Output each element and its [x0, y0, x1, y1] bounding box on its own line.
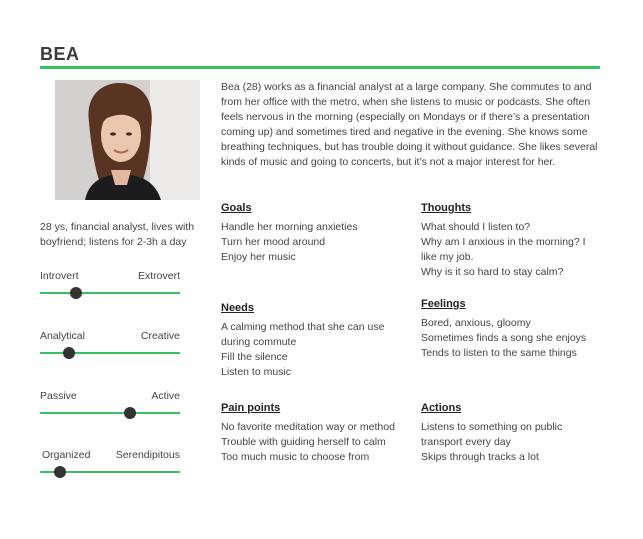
list-item: Handle her morning anxieties [221, 221, 358, 233]
list-item: Enjoy her music [221, 251, 296, 263]
slider-knob [54, 466, 66, 478]
trait-right-label: Serendipitous [115, 449, 180, 461]
list-item: Why am I anxious in the morning? I like my job. [421, 236, 586, 263]
list-item: Too much music to choose from [221, 451, 370, 463]
slider-track [40, 352, 180, 354]
needs-heading: Needs [221, 302, 255, 314]
trait-slider-passive-active [40, 390, 180, 430]
list-item: A calming method that she can use during commute [221, 321, 385, 348]
trait-slider-organized-serendipitous [40, 449, 180, 489]
list-item: Fill the silence [221, 351, 288, 363]
title-divider [40, 66, 600, 69]
trait-left-label: Introvert [40, 270, 79, 282]
list-item: Trouble with guiding herself to calm [221, 436, 386, 448]
trait-left-label: Analytical [40, 330, 85, 342]
list-item: Tends to listen to the same things [421, 347, 577, 359]
list-item: Why is it so hard to stay calm? [421, 266, 564, 278]
list-item: No favorite meditation way or method [221, 421, 395, 433]
trait-slider-introvert-extrovert [40, 270, 180, 310]
persona-name: BEA [40, 44, 80, 64]
actions-heading: Actions [421, 402, 462, 414]
persona-photo [55, 80, 200, 200]
trait-left-label: Passive [40, 390, 77, 402]
slider-knob [70, 287, 82, 299]
actions-section [421, 401, 591, 465]
thoughts-section [421, 201, 599, 280]
trait-right-label: Creative [140, 330, 180, 342]
pain-points-heading: Pain points [221, 402, 281, 414]
list-item: Listen to music [221, 366, 292, 378]
trait-right-label: Active [151, 390, 180, 402]
thoughts-heading: Thoughts [421, 202, 472, 214]
list-item: Sometimes finds a song she enjoys [421, 332, 587, 344]
persona-bio: Bea (28) works as a financial analyst at a large company. She commutes to and from her office with the metro, when she listens to music or podcasts. She often feels nervous in the morning (especially on Mondays or if there’s a presentation coming up) and sometimes tired and negative in the evening. She knows some breathing techniques, but has trouble doing it without guidance. She likes several kinds of music and going to concerts, but it’s not a major interest for her. [221, 81, 598, 168]
list-item: Turn her mood around [221, 236, 326, 248]
list-item: Skips through tracks a lot [421, 451, 539, 463]
list-item: Listens to something on public transport every day [421, 421, 563, 448]
slider-track [40, 412, 180, 414]
list-item: Bored, anxious, gloomy [421, 317, 531, 329]
persona-summary: 28 ys, financial analyst, lives with boyfriend; listens for 2-3h a day [40, 221, 195, 248]
trait-slider-analytical-creative [40, 330, 180, 370]
slider-track [40, 292, 180, 294]
trait-left-label: Organized [42, 449, 91, 461]
slider-knob [124, 407, 136, 419]
trait-right-label: Extrovert [137, 270, 180, 282]
goals-heading: Goals [221, 202, 252, 214]
pain-points-section [221, 401, 406, 465]
needs-section [221, 301, 401, 380]
feelings-heading: Feelings [421, 298, 466, 310]
feelings-section [421, 297, 599, 361]
list-item: What should I listen to? [421, 221, 531, 233]
slider-knob [63, 347, 75, 359]
goals-section [221, 201, 406, 265]
